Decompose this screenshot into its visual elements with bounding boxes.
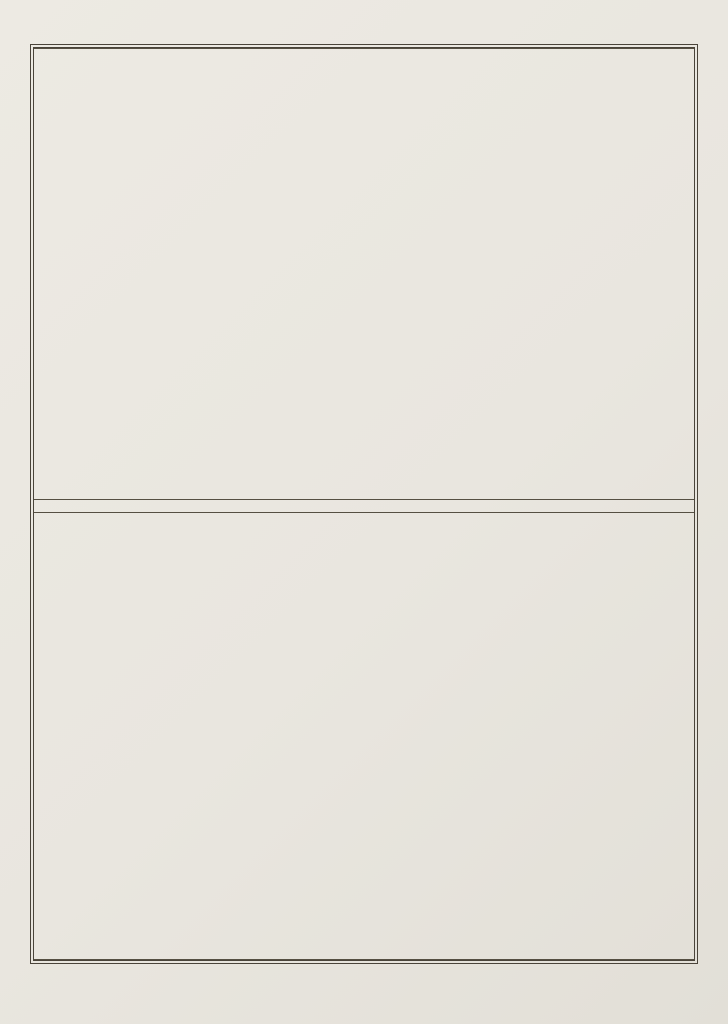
roster-table-bottom [34, 512, 694, 960]
directory-frame [30, 44, 698, 964]
roster-table-top [34, 48, 694, 500]
